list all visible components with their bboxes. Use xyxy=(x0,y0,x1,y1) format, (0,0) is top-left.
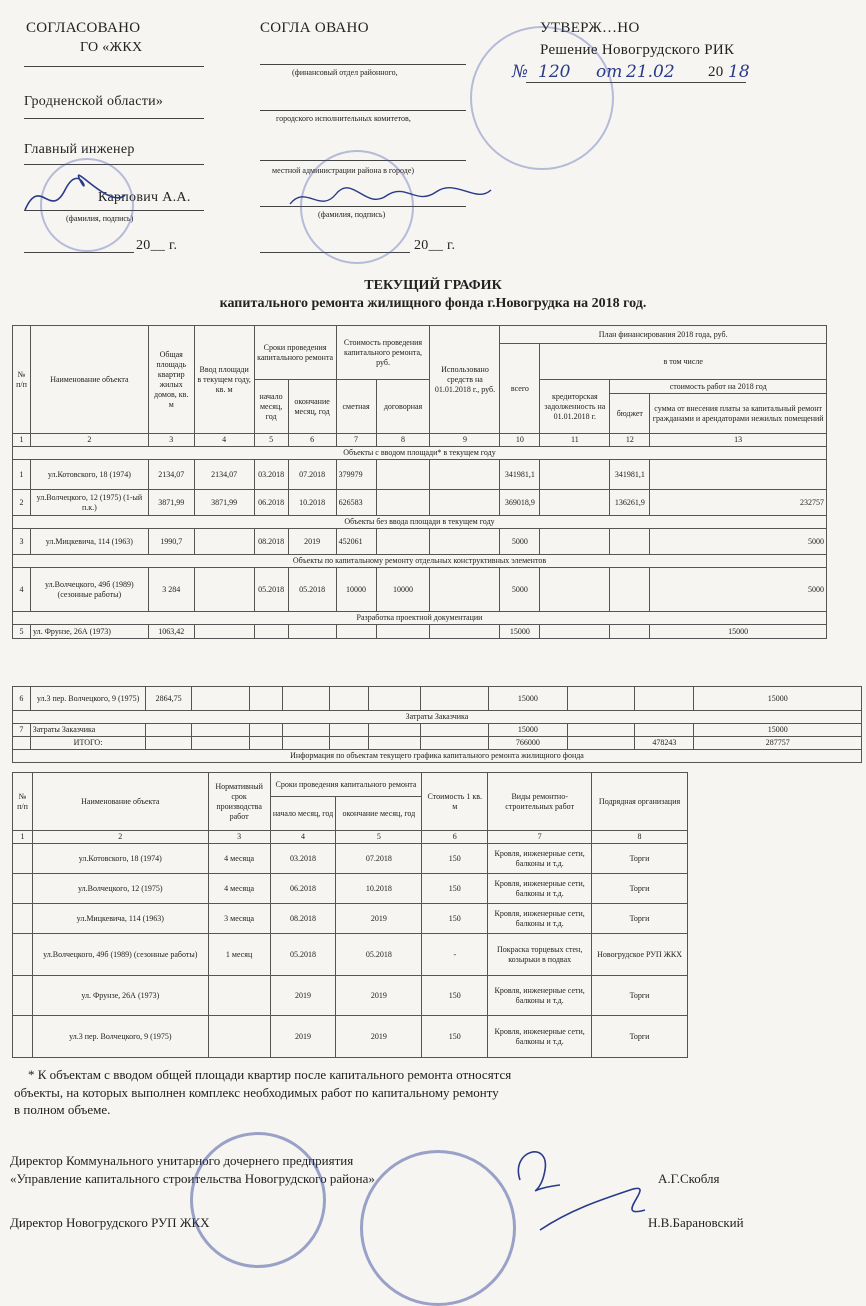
footnote-line-3: в полном объеме. xyxy=(14,1102,111,1118)
start-value: 05.2018 xyxy=(270,934,336,976)
col-number: 8 xyxy=(592,831,688,844)
estimate-value: 10000 xyxy=(336,568,376,612)
table-row xyxy=(13,874,688,904)
norm-value: 4 месяца xyxy=(208,844,270,874)
debt-value xyxy=(540,568,610,612)
object-name: ул.Волчецкого, 49б (1989) (сезонные работы) xyxy=(32,934,208,976)
budget-value: 478243 xyxy=(635,737,694,750)
kinds-value: Кровля, инженерные сети, балконы и т.д. xyxy=(488,976,592,1016)
kinds-value: Кровля, инженерные сети, балконы и т.д. xyxy=(488,844,592,874)
info-header-contractor: Подрядная организация xyxy=(592,773,688,831)
round-stamp-icon xyxy=(190,1132,326,1268)
fees-value: 232757 xyxy=(650,490,827,516)
left-approval-org: ГО «ЖКХ xyxy=(80,40,143,55)
cost-value: 150 xyxy=(422,1016,488,1058)
col-number: 11 xyxy=(540,434,610,447)
middle-approval-date: 20__ г. xyxy=(414,238,456,253)
contract-value xyxy=(376,490,430,516)
fees-value: 15000 xyxy=(694,724,862,737)
contractor-value: Новогрудское РУП ЖКХ xyxy=(592,934,688,976)
section-title: Затраты Заказчика xyxy=(13,711,862,724)
area-value: 1990,7 xyxy=(148,529,194,555)
col-number: 4 xyxy=(194,434,254,447)
column-number-row xyxy=(13,831,688,844)
table-row xyxy=(13,844,688,874)
col-header-works: стоимость работ на 2018 год xyxy=(610,380,827,394)
col-number: 6 xyxy=(288,434,336,447)
total-value: 15000 xyxy=(489,687,567,711)
estimate-value: 379979 xyxy=(336,460,376,490)
info-title: Информация по объектам текущего графика капитального ремонта жилищного фонда xyxy=(13,750,862,763)
info-header-kinds: Виды ремонтно-строительных работ xyxy=(488,773,592,831)
total-value: 5000 xyxy=(500,568,540,612)
end-value: 2019 xyxy=(336,1016,422,1058)
section-title: Объекты без ввода площади в текущем году xyxy=(13,516,827,529)
cost-value: 150 xyxy=(422,976,488,1016)
col-header-budget: бюджет xyxy=(610,394,650,434)
start-value: 08.2018 xyxy=(254,529,288,555)
table-row xyxy=(13,687,862,711)
norm-value: 4 месяца xyxy=(208,874,270,904)
decision-number-sign: № xyxy=(512,62,529,82)
total-value: 766000 xyxy=(489,737,567,750)
column-number-row xyxy=(13,434,827,447)
input-value xyxy=(194,625,254,639)
middle-caption-1: (финансовый отдел районного, xyxy=(292,68,398,77)
footnote-line-2: объекты, на которых выполнен комплекс необходимых работ по капитальному ремонту xyxy=(14,1084,499,1100)
table-row xyxy=(13,460,827,490)
object-name: ул.Волчецкого, 12 (1975) xyxy=(32,874,208,904)
input-value: 2134,07 xyxy=(194,460,254,490)
debt-value xyxy=(540,460,610,490)
left-approval-region: Гродненской области» xyxy=(24,94,164,109)
budget-value: 341981,1 xyxy=(610,460,650,490)
norm-value: 1 месяц xyxy=(208,934,270,976)
director-1-line-2: «Управление капитального строительства Новогрудского района» xyxy=(10,1171,375,1186)
kinds-value: Кровля, инженерные сети, балконы и т.д. xyxy=(488,904,592,934)
start-value: 08.2018 xyxy=(270,904,336,934)
col-header-terms: Сроки проведения капитального ремонта xyxy=(254,326,336,380)
start-value: 2019 xyxy=(270,1016,336,1058)
area-value: 3 284 xyxy=(148,568,194,612)
fees-value: 5000 xyxy=(650,568,827,612)
col-header-total: всего xyxy=(500,344,540,434)
col-header-contract: договорная xyxy=(376,380,430,434)
info-header-name: Наименование объекта xyxy=(32,773,208,831)
contractor-value: Торги xyxy=(592,844,688,874)
col-header-used: Использовано средств на 01.01.2018 г., руб. xyxy=(430,326,500,434)
area-value: 2864,75 xyxy=(146,687,192,711)
right-approval-org: Решение Новогрудского РИК xyxy=(540,42,735,58)
end-value: 05.2018 xyxy=(288,568,336,612)
contractor-value: Торги xyxy=(592,904,688,934)
info-header-end: окончание месяц, год xyxy=(336,797,422,831)
area-value: 3871,99 xyxy=(148,490,194,516)
section-title: Разработка проектной документации xyxy=(13,612,827,625)
area-value: 1063,42 xyxy=(148,625,194,639)
col-number: 13 xyxy=(650,434,827,447)
end-value: 05.2018 xyxy=(336,934,422,976)
signature-icon xyxy=(500,1140,650,1240)
used-value xyxy=(430,490,500,516)
col-header-num: № п/п xyxy=(13,326,31,434)
kinds-value: Кровля, инженерные сети, балконы и т.д. xyxy=(488,1016,592,1058)
end-value: 2019 xyxy=(336,976,422,1016)
right-approval-title: УТВЕРЖ…НО xyxy=(540,20,640,36)
fees-value: 15000 xyxy=(694,687,862,711)
table-row xyxy=(13,724,862,737)
total-value: 15000 xyxy=(500,625,540,639)
table-row xyxy=(13,529,827,555)
row-num: 5 xyxy=(13,625,31,639)
contract-value xyxy=(376,625,430,639)
col-number: 1 xyxy=(13,831,33,844)
end-value: 10.2018 xyxy=(336,874,422,904)
budget-value xyxy=(610,529,650,555)
object-name: ул.Волчецкого, 49б (1989) (сезонные работы) xyxy=(30,568,148,612)
end-value: 2019 xyxy=(288,529,336,555)
end-value: 2019 xyxy=(336,904,422,934)
col-header-name: Наименование объекта xyxy=(30,326,148,434)
contractor-value: Торги xyxy=(592,976,688,1016)
col-header-plan: План финансирования 2018 года, руб. xyxy=(500,326,827,344)
col-header-estimate: сметная xyxy=(336,380,376,434)
decision-year-prefix: 20 xyxy=(708,64,724,80)
fees-value xyxy=(650,460,827,490)
input-value: 3871,99 xyxy=(194,490,254,516)
row-num: 4 xyxy=(13,568,31,612)
object-name: ул. Фрунзе, 26А (1973) xyxy=(30,625,148,639)
round-stamp-icon xyxy=(360,1150,516,1306)
object-name: ул.Мицкевича, 114 (1963) xyxy=(30,529,148,555)
total-value: 369018,9 xyxy=(500,490,540,516)
table-row xyxy=(13,625,827,639)
col-number: 6 xyxy=(422,831,488,844)
info-header-terms: Сроки проведения капитального ремонта xyxy=(270,773,422,797)
col-header-fees: сумма от внесения платы за капитальный ремонт гражданами и арендаторами нежилых помещений xyxy=(650,394,827,434)
col-number: 2 xyxy=(30,434,148,447)
col-number: 3 xyxy=(148,434,194,447)
middle-caption-3: местной администрации района в городе) xyxy=(272,166,415,175)
total-row xyxy=(13,737,862,750)
col-number: 8 xyxy=(376,434,430,447)
info-header-num: № п/п xyxy=(13,773,33,831)
table-row xyxy=(13,568,827,612)
used-value xyxy=(430,625,500,639)
decision-number: 120 xyxy=(538,62,571,82)
cost-value: 150 xyxy=(422,904,488,934)
row-num: 3 xyxy=(13,529,31,555)
start-value: 06.2018 xyxy=(270,874,336,904)
input-value xyxy=(194,568,254,612)
budget-value xyxy=(610,625,650,639)
kinds-value: Покраска торцевых стен, козырьки в подвах xyxy=(488,934,592,976)
budget-value xyxy=(635,687,694,711)
estimate-value: 626583 xyxy=(336,490,376,516)
col-header-debt: кредиторская задолженность на 01.01.2018 г. xyxy=(540,380,610,434)
info-header-norm: Нормативный срок производства работ xyxy=(208,773,270,831)
used-value xyxy=(430,568,500,612)
table-row xyxy=(13,1016,688,1058)
section-title: Объекты с вводом площади* в текущем году xyxy=(13,447,827,460)
object-name: ул.3 пер. Волчецкого, 9 (1975) xyxy=(32,1016,208,1058)
col-header-cost: Стоимость проведения капитального ремонта, руб. xyxy=(336,326,430,380)
decision-year: 18 xyxy=(728,62,750,82)
row-num: 2 xyxy=(13,490,31,516)
col-header-including: в том числе xyxy=(540,344,827,380)
col-header-start: начало месяц, год xyxy=(254,380,288,434)
fees-value: 15000 xyxy=(650,625,827,639)
document-title: ТЕКУЩИЙ ГРАФИК xyxy=(364,278,502,293)
estimate-value xyxy=(336,625,376,639)
footnote xyxy=(14,1066,694,1119)
col-header-input: Ввод площади в текущем году, кв. м xyxy=(194,326,254,434)
col-number: 1 xyxy=(13,434,31,447)
debt-value xyxy=(540,625,610,639)
document-subtitle: капитального ремонта жилищного фонда г.Новогрудка на 2018 год. xyxy=(219,296,647,311)
input-value xyxy=(194,529,254,555)
fees-value: 287757 xyxy=(694,737,862,750)
signature-icon xyxy=(20,170,130,230)
object-name: ул.Котовского, 18 (1974) xyxy=(32,844,208,874)
director-2-name: Н.В.Барановский xyxy=(648,1215,744,1230)
financing-table xyxy=(12,325,827,639)
cost-value: 150 xyxy=(422,844,488,874)
end-value: 10.2018 xyxy=(288,490,336,516)
total-label: ИТОГО: xyxy=(30,737,146,750)
row-num: 1 xyxy=(13,460,31,490)
col-number: 3 xyxy=(208,831,270,844)
contract-value xyxy=(376,529,430,555)
col-header-end: окончание месяц, год xyxy=(288,380,336,434)
start-value xyxy=(254,625,288,639)
budget-value xyxy=(610,568,650,612)
col-number: 2 xyxy=(32,831,208,844)
middle-caption-4: (фамилия, подпись) xyxy=(318,210,386,219)
total-value: 5000 xyxy=(500,529,540,555)
info-table xyxy=(12,772,688,1058)
middle-approval-title: СОГЛА ОВАНО xyxy=(260,20,369,36)
contractor-value: Торги xyxy=(592,874,688,904)
fees-value: 5000 xyxy=(650,529,827,555)
cost-value: - xyxy=(422,934,488,976)
middle-caption-2: городского исполнительных комитетов, xyxy=(276,114,411,123)
col-number: 10 xyxy=(500,434,540,447)
table-row xyxy=(13,490,827,516)
norm-value: 3 месяца xyxy=(208,904,270,934)
budget-value: 136261,9 xyxy=(610,490,650,516)
decision-date: 21.02 xyxy=(626,62,675,82)
budget-value xyxy=(635,724,694,737)
contractor-value: Торги xyxy=(592,1016,688,1058)
row-num: 7 xyxy=(13,724,31,737)
start-value: 2019 xyxy=(270,976,336,1016)
end-value: 07.2018 xyxy=(336,844,422,874)
col-number: 7 xyxy=(488,831,592,844)
used-value xyxy=(430,460,500,490)
end-value: 07.2018 xyxy=(288,460,336,490)
object-name: ул. Фрунзе, 26А (1973) xyxy=(32,976,208,1016)
cost-value: 150 xyxy=(422,874,488,904)
end-value xyxy=(288,625,336,639)
total-value: 341981,1 xyxy=(500,460,540,490)
info-header-cost: Стоимость 1 кв. м xyxy=(422,773,488,831)
used-value xyxy=(430,529,500,555)
footnote-line-1: * К объектам с вводом общей площади квартир после капитального ремонта относятся xyxy=(28,1067,512,1082)
contract-value: 10000 xyxy=(376,568,430,612)
section-title: Объекты по капитальному ремонту отдельных конструктивных элементов xyxy=(13,555,827,568)
left-approval-title: СОГЛАСОВАНО xyxy=(26,20,141,36)
object-name: ул.Волчецкого, 12 (1975) (1-ый п.к.) xyxy=(30,490,148,516)
director-1-line-1: Директор Коммунального унитарного дочернего предприятия xyxy=(10,1153,354,1168)
object-name: ул.Котовского, 18 (1974) xyxy=(30,460,148,490)
left-approval-date: 20__ г. xyxy=(136,238,178,253)
debt-value xyxy=(540,529,610,555)
decision-from: от xyxy=(596,62,623,82)
col-number: 9 xyxy=(430,434,500,447)
director-2-title: Директор Новогрудского РУП ЖКХ xyxy=(10,1215,210,1230)
table-row xyxy=(13,976,688,1016)
norm-value xyxy=(208,1016,270,1058)
col-header-area: Общая площадь квартир жилых домов, кв. м xyxy=(148,326,194,434)
start-value: 03.2018 xyxy=(270,844,336,874)
estimate-value: 452061 xyxy=(336,529,376,555)
norm-value xyxy=(208,976,270,1016)
continuation-table xyxy=(12,686,862,763)
area-value: 2134,07 xyxy=(148,460,194,490)
debt-value xyxy=(540,490,610,516)
row-num: 6 xyxy=(13,687,31,711)
start-value: 05.2018 xyxy=(254,568,288,612)
table-row xyxy=(13,904,688,934)
col-number: 7 xyxy=(336,434,376,447)
col-number: 5 xyxy=(336,831,422,844)
object-name: Затраты Заказчика xyxy=(30,724,146,737)
table-row xyxy=(13,934,688,976)
document-stamp-icon xyxy=(470,26,614,170)
signature-icon xyxy=(286,180,496,220)
left-approval-name: Карпович А.А. xyxy=(98,190,191,205)
col-number: 5 xyxy=(254,434,288,447)
info-header-start: начало месяц, год xyxy=(270,797,336,831)
col-number: 4 xyxy=(270,831,336,844)
start-value: 03.2018 xyxy=(254,460,288,490)
object-name: ул.Мицкевича, 114 (1963) xyxy=(32,904,208,934)
kinds-value: Кровля, инженерные сети, балконы и т.д. xyxy=(488,874,592,904)
start-value: 06.2018 xyxy=(254,490,288,516)
total-value: 15000 xyxy=(489,724,567,737)
object-name: ул.3 пер. Волчецкого, 9 (1975) xyxy=(30,687,146,711)
contract-value xyxy=(376,460,430,490)
left-approval-position: Главный инженер xyxy=(24,142,135,157)
left-approval-caption: (фамилия, подпись) xyxy=(66,214,134,223)
col-number: 12 xyxy=(610,434,650,447)
director-1-name: А.Г.Скобля xyxy=(658,1171,720,1186)
